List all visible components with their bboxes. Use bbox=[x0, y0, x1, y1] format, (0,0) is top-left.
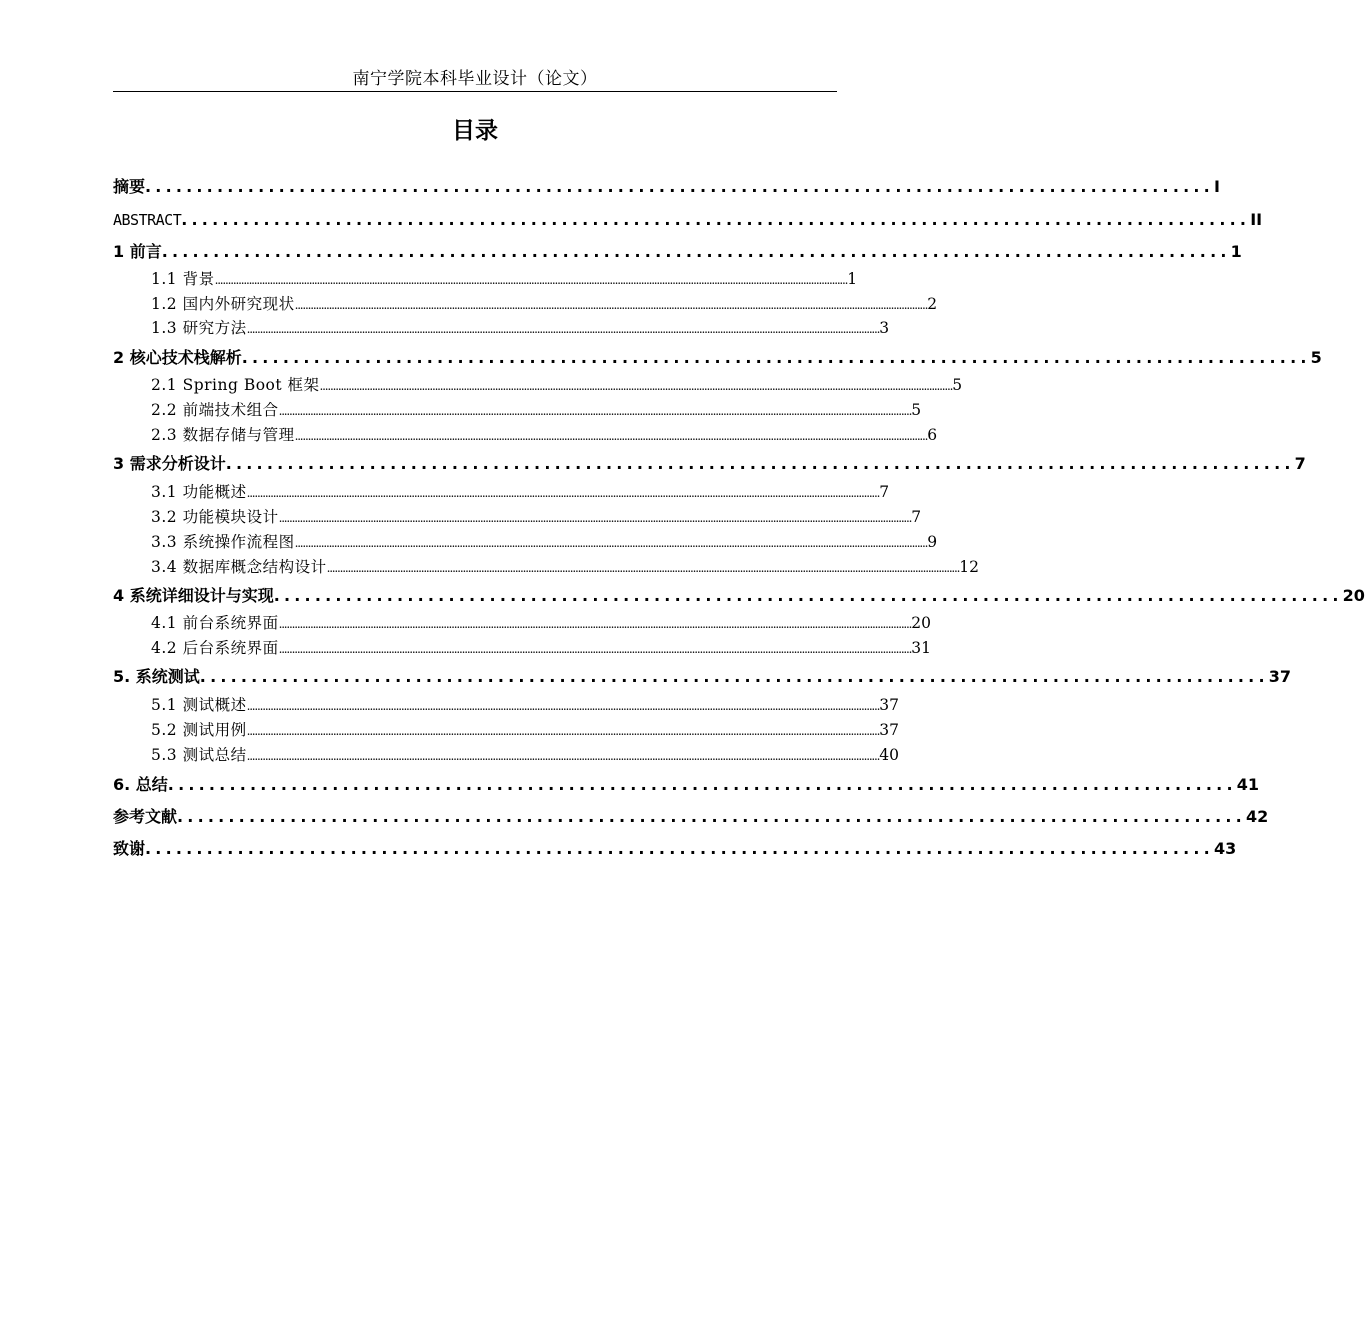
toc-entry[interactable] bbox=[113, 453, 1306, 475]
toc-entry[interactable] bbox=[113, 506, 922, 529]
toc-leader-dots: .................................................................................................................................................................................................................................................. bbox=[246, 724, 880, 738]
toc-entry[interactable] bbox=[113, 241, 1242, 263]
toc-entry-label: 4.2 后台系统界面 bbox=[151, 639, 279, 657]
toc-entry-page: 12 bbox=[959, 558, 980, 576]
toc-leader-dots: .................................................................................................................................................................................................................................................. bbox=[319, 379, 953, 393]
toc-entry-page: I bbox=[1213, 177, 1220, 196]
toc-entry-label: 4 系统详细设计与实现 bbox=[113, 586, 274, 605]
toc-entry-label: 4.1 前台系统界面 bbox=[151, 614, 279, 632]
toc-entry[interactable] bbox=[113, 268, 858, 291]
toc-entry[interactable] bbox=[113, 637, 932, 660]
header-rule bbox=[113, 91, 837, 92]
toc-entry-label: 2.2 前端技术组合 bbox=[151, 401, 279, 419]
toc-entry-page: 1 bbox=[1230, 242, 1242, 261]
toc-entry-page: 7 bbox=[1294, 454, 1306, 473]
toc-leader-dots: .................................................................................................................................................................................................................................................. bbox=[246, 699, 880, 713]
toc-entry-label: 3.2 功能模块设计 bbox=[151, 508, 279, 526]
toc-entry[interactable] bbox=[113, 774, 1259, 796]
toc-leader-dots: ........................................................................................................ bbox=[145, 839, 1214, 858]
toc-entry-label: 5.2 测试用例 bbox=[151, 721, 247, 739]
toc-leader-dots: .................................................................................................................................................................................................................................................. bbox=[214, 273, 848, 287]
toc-leader-dots: .................................................................................................................................................................................................................................................. bbox=[278, 511, 912, 525]
toc-entry[interactable] bbox=[113, 666, 1291, 688]
toc-leader-dots: .................................................................................................................................................................................................................................................. bbox=[246, 322, 880, 336]
toc-entry-label: 1.2 国内外研究现状 bbox=[151, 295, 295, 313]
toc-leader-dots: ........................................................................................................ bbox=[181, 210, 1251, 229]
toc-entry-page: 37 bbox=[1268, 667, 1291, 686]
toc-leader-dots: .................................................................................................................................................................................................................................................. bbox=[294, 429, 928, 443]
toc-entry[interactable] bbox=[113, 347, 1322, 369]
toc-entry-page: 1 bbox=[847, 270, 858, 288]
toc-entry-page: 20 bbox=[911, 614, 932, 632]
toc-entry-page: 43 bbox=[1213, 839, 1237, 858]
toc-entry-label: 3 需求分析设计 bbox=[113, 454, 226, 473]
toc-leader-dots: ........................................................................................................ bbox=[241, 348, 1311, 367]
toc-entry[interactable] bbox=[113, 585, 1365, 607]
toc-leader-dots: .................................................................................................................................................................................................................................................. bbox=[326, 561, 960, 575]
toc-entry-label: 2.3 数据存储与管理 bbox=[151, 426, 295, 444]
toc-entry-label: 5.1 测试概述 bbox=[151, 696, 247, 714]
toc-entry[interactable] bbox=[113, 209, 1263, 231]
toc-entry-page: 37 bbox=[879, 696, 900, 714]
toc-entry-label: 1 前言 bbox=[113, 242, 162, 261]
toc-entry-label: 1.1 背景 bbox=[151, 270, 215, 288]
toc-leader-dots: .................................................................................................................................................................................................................................................. bbox=[278, 404, 912, 418]
toc-leader-dots: .................................................................................................................................................................................................................................................. bbox=[294, 298, 928, 312]
toc-entry[interactable] bbox=[113, 838, 1237, 860]
toc-entry[interactable] bbox=[113, 556, 980, 579]
toc-entry-page: 37 bbox=[879, 721, 900, 739]
toc-leader-dots: .................................................................................................................................................................................................................................................. bbox=[294, 536, 928, 550]
running-header: 南宁学院本科毕业设计（论文） bbox=[352, 69, 598, 89]
toc-entry-label: 参考文献 bbox=[113, 807, 178, 826]
page-title: 目录 bbox=[452, 118, 498, 144]
toc-entry[interactable] bbox=[113, 176, 1220, 198]
toc-entry[interactable] bbox=[113, 531, 938, 554]
toc-leader-dots: .................................................................................................................................................................................................................................................. bbox=[246, 749, 880, 763]
toc-entry[interactable] bbox=[113, 424, 938, 447]
toc-entry-page: II bbox=[1250, 210, 1263, 229]
toc-entry-page: 40 bbox=[879, 746, 900, 764]
toc-entry-page: 7 bbox=[911, 508, 922, 526]
toc-leader-dots: ........................................................................................................ bbox=[161, 242, 1231, 261]
toc-leader-dots: ........................................................................................................ bbox=[199, 667, 1269, 686]
toc-leader-dots: .................................................................................................................................................................................................................................................. bbox=[278, 617, 912, 631]
toc-entry-label: 3.1 功能概述 bbox=[151, 483, 247, 501]
toc-entry[interactable] bbox=[113, 317, 890, 340]
toc-entry-page: 9 bbox=[927, 533, 938, 551]
toc-entry-label: 2.1 Spring Boot 框架 bbox=[151, 376, 320, 394]
toc-entry-label: 摘要 bbox=[113, 177, 146, 196]
toc-entry-page: 20 bbox=[1342, 586, 1365, 605]
toc-leader-dots: .................................................................................................................................................................................................................................................. bbox=[278, 642, 912, 656]
toc-entry-label: 2 核心技术栈解析 bbox=[113, 348, 242, 367]
toc-leader-dots: ........................................................................................................ bbox=[273, 586, 1343, 605]
toc-entry-label: 5.3 测试总结 bbox=[151, 746, 247, 764]
toc-leader-dots: ........................................................................................................ bbox=[177, 807, 1246, 826]
toc-entry-page: 31 bbox=[911, 639, 932, 657]
toc-entry[interactable] bbox=[113, 481, 890, 504]
toc-entry[interactable] bbox=[113, 806, 1269, 828]
toc-entry-label: 3.3 系统操作流程图 bbox=[151, 533, 295, 551]
toc-entry-label: 致谢 bbox=[113, 839, 146, 858]
toc-leader-dots: ........................................................................................................ bbox=[145, 177, 1214, 196]
toc-entry-page: 5 bbox=[952, 376, 963, 394]
toc-entry-page: 3 bbox=[879, 319, 890, 337]
toc-entry-label: ABSTRACT bbox=[113, 211, 182, 229]
toc-leader-dots: .................................................................................................................................................................................................................................................. bbox=[246, 486, 880, 500]
toc-entry-page: 5 bbox=[1310, 348, 1322, 367]
toc-entry-page: 42 bbox=[1245, 807, 1269, 826]
toc-entry[interactable] bbox=[113, 374, 963, 397]
toc-entry-page: 41 bbox=[1236, 775, 1259, 794]
toc-entry[interactable] bbox=[113, 744, 900, 767]
toc-entry[interactable] bbox=[113, 612, 932, 635]
toc-leader-dots: ........................................................................................................ bbox=[167, 775, 1237, 794]
toc-entry[interactable] bbox=[113, 719, 900, 742]
toc-entry-page: 5 bbox=[911, 401, 922, 419]
toc-entry-page: 7 bbox=[879, 483, 890, 501]
toc-entry-label: 1.3 研究方法 bbox=[151, 319, 247, 337]
toc-entry[interactable] bbox=[113, 399, 922, 422]
toc-entry-page: 2 bbox=[927, 295, 938, 313]
toc-entry-label: 3.4 数据库概念结构设计 bbox=[151, 558, 327, 576]
toc-entry-label: 6. 总结 bbox=[113, 775, 168, 794]
toc-entry[interactable] bbox=[113, 293, 938, 316]
toc-leader-dots: ........................................................................................................ bbox=[225, 454, 1295, 473]
toc-entry[interactable] bbox=[113, 694, 900, 717]
toc-entry-page: 6 bbox=[927, 426, 938, 444]
toc-entry-label: 5. 系统测试 bbox=[113, 667, 200, 686]
